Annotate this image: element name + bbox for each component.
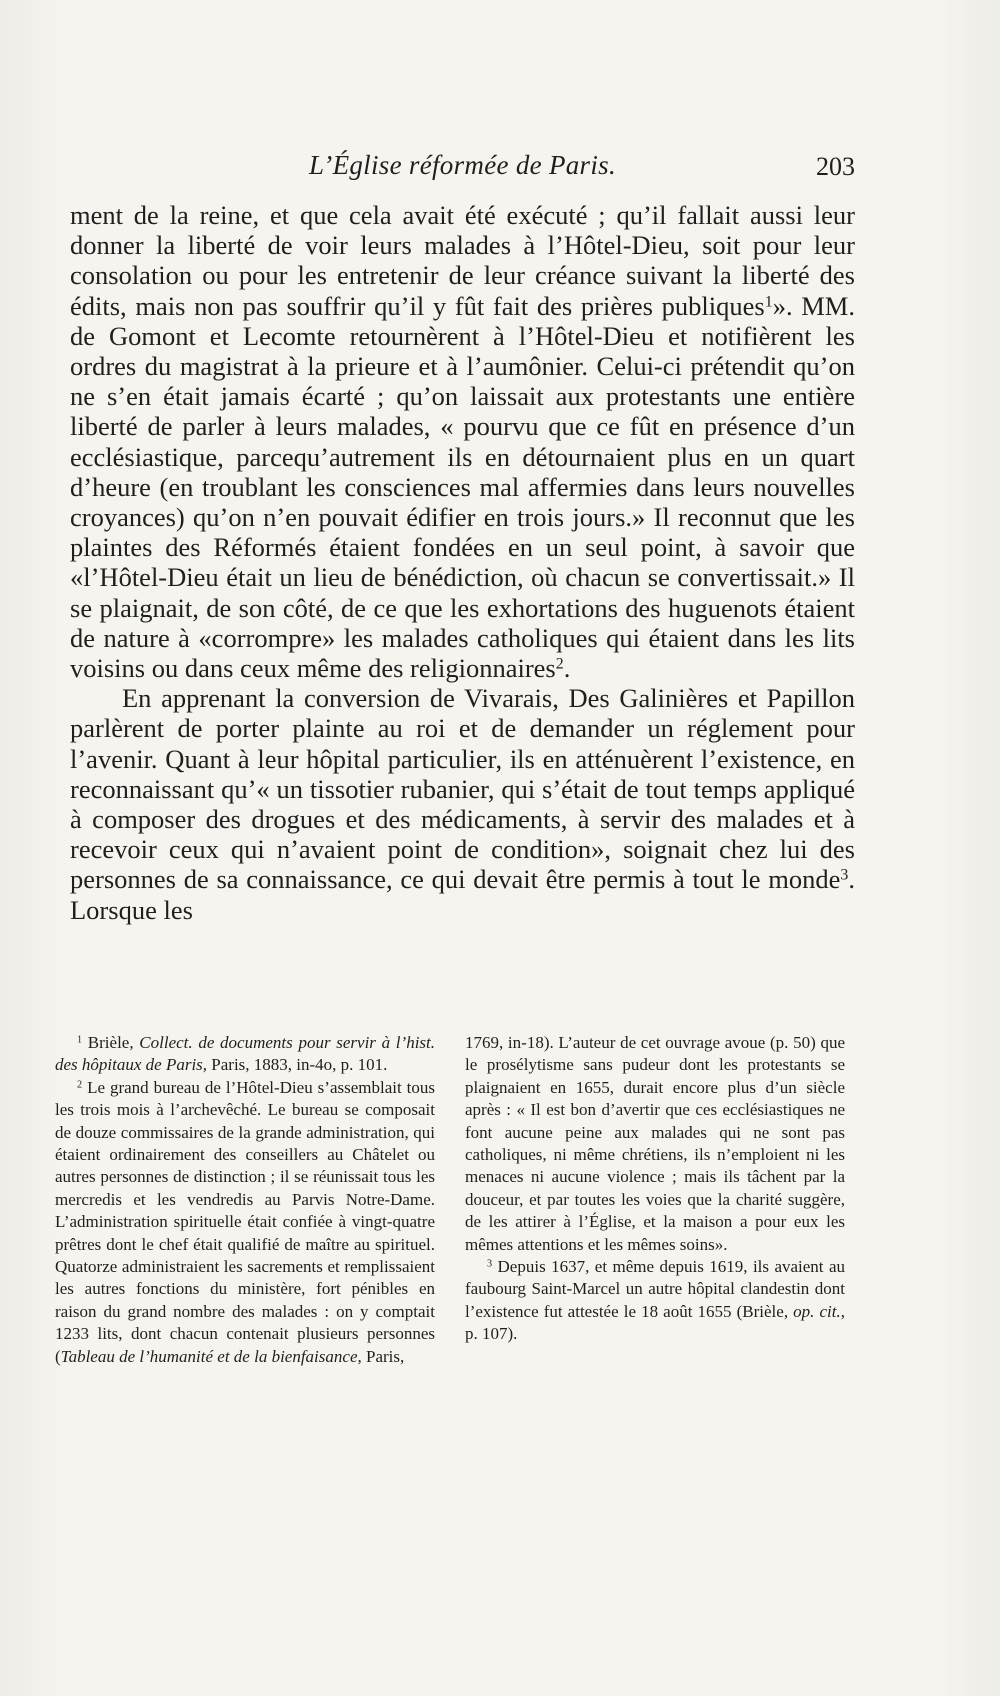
footnote-title: Tableau de l’humanité et de la bienfaisance, — [60, 1346, 362, 1366]
footnote-number: 1 — [77, 1034, 83, 1046]
footnote-ref: 3 — [840, 866, 849, 884]
footnote-text: Brièle, — [87, 1033, 140, 1052]
page-number: 203 — [816, 152, 855, 181]
footnote-1 — [55, 1032, 435, 1077]
footnote-ref: 1 — [764, 292, 773, 310]
footnote-text: Paris, — [361, 1346, 405, 1366]
text-run: ment de la reine, et que cela avait été exécuté ; qu’il fallait aussi leur donner la liberté de voir leurs malades à l’Hôtel-Dieu, soit pour leur consolation ou pour les entretenir de leur créance suivant la liberté des édits, mais non pas souffrir qu’il y fût fait des prières publiques — [70, 200, 855, 321]
text-run: En apprenant la conversion de Vivarais, Des Galinières et Papillon parlèrent de porter plainte au roi et de demander un réglement pour l’avenir. Quant à leur hôpital particulier, ils en atténuèrent l’existence, en reconnaissant qu’« un tissotier rubanier, qui s’était de tout temps appliqué à composer des drogues et des médicaments, à servir des malades et à recevoir ceux qui n’avaient point de condition», soignait chez lui des personnes de sa connaissance, ce qui devait être permis à tout le monde — [70, 683, 855, 895]
paragraph — [70, 200, 855, 683]
text-run: ». MM. de Gomont et Lecomte retournèrent à l’Hôtel-Dieu et notifièrent les ordres du magistrat à la prieure et à l’aumônier. Celui-ci prétendit qu’on ne s’en était jamais écarté ; qu’on laissait aux protestants une entière liberté de parler à leurs malades, « pourvu que ce fût en présence d’un ecclésiastique, parcequ’autrement ils en détournaient plus en un quart d’heure (en troublant les consciences mal affermies dans leurs nouvelles croyances) qu’on n’en pouvait édifier en trois jours.» Il reconnut que les plaintes des Réformés étaient fondées en un seul point, à savoir que «l’Hôtel-Dieu était un lieu de bénédiction, où chacun se convertissait.» Il se plaignait, de son côté, de ce que les exhortations des huguenots étaient de nature à «corrompre» les malades catholiques qui étaient dans les lits voisins ou dans ceux même des religionnaires — [70, 290, 855, 684]
footnote-ref: 2 — [555, 655, 564, 673]
page-header — [70, 150, 855, 190]
running-title: L’Église réformée de Paris. — [308, 150, 617, 180]
text-run: . — [563, 653, 571, 684]
footnote-3 — [465, 1256, 845, 1346]
footnote-column-right — [465, 1032, 845, 1368]
main-text — [70, 200, 855, 925]
footnote-text: , p. 107). — [465, 1301, 846, 1344]
footnote-title: Collect. de documents pour servir à l’hist. des hôpitaux de Paris, — [55, 1033, 436, 1075]
footnote-text: Le grand bureau de l’Hôtel-Dieu s’assemblait tous les trois mois à l’archevêché. Le bureau se composait de douze commissaires de la grande administration, qui étaient ordinairement des conseillers au Châtelet ou autres personnes de distinction ; il se réunissait tous les mercredis et les vendredis au Parvis Notre-Dame. L’administration spirituelle était confiée à vingt-quatre prêtres dont le chef était qualifié de maître au spirituel. Quatorze administraient les sacrements et remplissaient les autres fonctions du ministère, fort pénibles en raison du grand nombre des malades : on y comptait 1233 lits, dont chacun contenait plusieurs personnes ( — [55, 1077, 436, 1366]
footnotes — [55, 1032, 845, 1368]
footnote-number: 2 — [77, 1079, 83, 1091]
footnote-citation: op. cit. — [793, 1301, 841, 1321]
footnote-2-continued: 1769, in-18). L’auteur de cet ouvrage avoue (p. 50) que le prosélytisme sans pudeur dont les protestants se plaignaient en 1655, durait encore plus d’un siècle après : « Il est bon d’avertir que ces ecclésiastiques ne font aucune peine aux malades qui ne sont pas catholiques, ni même chrétiens, ils n’emploient ni les menaces ni aucune violence ; mais ils tâchent par la douceur, et par toutes les voies que la charité suggère, de les attirer à l’Église, et la maison a pour eux les mêmes attentions et les mêmes soins». — [465, 1033, 845, 1254]
footnote-number: 3 — [487, 1258, 493, 1270]
footnote-column-left — [55, 1032, 435, 1368]
paragraph — [70, 683, 855, 925]
footnote-2 — [55, 1077, 435, 1368]
text-run: . Lorsque les — [70, 864, 855, 925]
footnote-text: Paris, 1883, in-4o, p. 101. — [207, 1055, 388, 1075]
footnote-text: Depuis 1637, et même depuis 1619, ils avaient au faubourg Saint-Marcel un autre hôpital clandestin dont l’existence fut attestée le 18 août 1655 (Brièle, — [465, 1257, 846, 1321]
